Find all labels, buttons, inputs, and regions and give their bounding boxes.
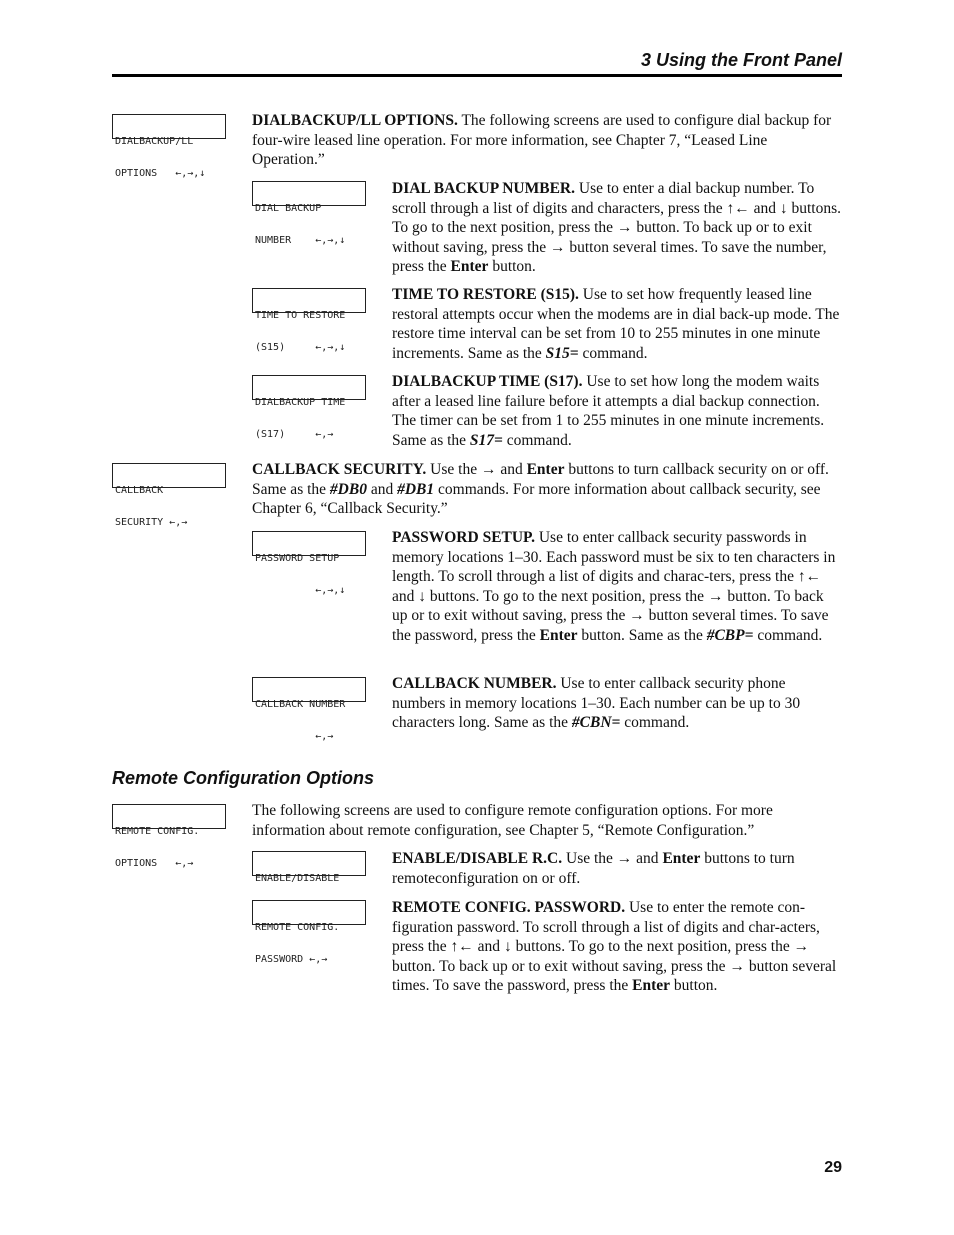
dialbackup-time-description — [392, 372, 842, 450]
item-body: button. To back up or to exit without saving, press the — [392, 957, 730, 975]
item-body: The following screens are used to configure remote configuration options. For more information about remote configuration, see Chapter 5, “Remote Configuration.” — [252, 802, 773, 839]
item-title: CALLBACK NUMBER. — [392, 675, 557, 692]
right-arrow-icon: → — [793, 938, 810, 955]
item-title: CALLBACK SECURITY. — [252, 461, 427, 478]
item-body: button several times. To save the number, press the — [392, 238, 827, 275]
item-body: buttons to turn remoteconfiguration on or off. — [392, 850, 795, 887]
item-body: command. — [620, 714, 690, 731]
enable-disable-rc-description — [392, 849, 842, 888]
item-title: ENABLE/DISABLE R.C. — [392, 850, 563, 867]
enter-key-label: Enter — [539, 626, 578, 644]
item-title: REMOTE CONFIG. PASSWORD. — [392, 899, 626, 916]
item-body: Use to enter the remote con-figuration password. To scroll through a list of digits and char-acters, press the — [392, 899, 820, 955]
item-body: Use to enter callback security passwords in memory locations 1–30. Each password must be six to ten characters in length. To scroll through a list of digits and charac-ters, press the — [392, 529, 836, 585]
enter-key-label: Enter — [526, 461, 565, 478]
lcd-time-to-restore — [252, 288, 366, 353]
command-text: #CBN= — [571, 714, 621, 731]
item-body: buttons to turn callback security on or off. Same as the — [252, 461, 829, 498]
item-body: button several times. To save the password, press the — [392, 607, 829, 644]
lcd-line: DIAL BACKUP — [255, 203, 322, 214]
section-heading: Remote Configuration Options — [112, 768, 374, 788]
right-arrow-icon: → — [616, 850, 633, 867]
lcd-callback-number — [252, 677, 366, 742]
item-body: Use to set how frequently leased line restoral attempts occur when the modems are in dial back-up mode. The restore time interval can be set from 10 to 255 minutes in one minute increments. Same as the — [392, 286, 840, 362]
lcd-line: (S15) ←,→,↓ — [255, 341, 346, 353]
item-body: and — [473, 938, 504, 955]
lcd-dialbackup-ll — [112, 114, 226, 179]
item-title: TIME TO RESTORE (S15). — [392, 286, 579, 303]
item-title: DIAL BACKUP NUMBER. — [392, 180, 576, 197]
lcd-enable-disable-rc — [252, 851, 366, 884]
lcd-line: CALLBACK NUMBER — [255, 699, 346, 710]
lcd-line: ENABLE/DISABLE — [255, 873, 340, 884]
item-body: Use the — [562, 850, 617, 867]
item-body: buttons. To go to the next position, press the — [426, 587, 708, 605]
item-body: buttons. To go to the next position, press the — [392, 199, 842, 236]
lcd-remote-config-options — [112, 804, 226, 869]
remote-config-options-description — [252, 801, 842, 840]
item-body: and — [392, 587, 419, 605]
chapter-title: 3 Using the Front Panel — [640, 50, 842, 70]
item-body: button. — [670, 977, 718, 994]
lcd-line: SECURITY ←,→ — [115, 516, 188, 528]
item-body: button several times. To save the password, press the — [392, 957, 837, 994]
callback-number-description — [392, 674, 842, 733]
dial-backup-number-description — [392, 179, 842, 277]
down-arrow-icon: ↓ — [779, 199, 788, 217]
item-body: and — [749, 199, 780, 217]
item-body: button. — [488, 258, 536, 275]
down-arrow-icon: ↓ — [503, 938, 512, 955]
enter-key-label: Enter — [632, 977, 671, 994]
item-body: and — [496, 461, 527, 478]
lcd-line: OPTIONS ←,→ — [115, 857, 194, 869]
lcd-line: NUMBER ←,→,↓ — [255, 234, 346, 246]
enter-key-label: Enter — [450, 258, 489, 275]
lcd-dialbackup-time — [252, 375, 366, 440]
up-left-arrow-icon: ↑← — [797, 568, 822, 585]
lcd-line: PASSWORD ←,→ — [255, 953, 328, 965]
time-to-restore-description — [392, 285, 842, 363]
item-body: command. — [753, 626, 823, 644]
lcd-line: REMOTE CONFIG. — [255, 922, 340, 933]
enter-key-label: Enter — [662, 850, 701, 867]
page-header — [112, 48, 842, 77]
up-left-arrow-icon: ↑← — [726, 199, 750, 217]
right-arrow-icon: → — [480, 461, 497, 478]
item-body: Use to set how long the modem waits after a leased line failure before it attempts a dial backup connection. The timer can be set from 1 to 255 minutes in one minute increments. Same as the — [392, 373, 825, 449]
lcd-line: TIME TO RESTORE — [255, 310, 346, 321]
lcd-dial-backup-number — [252, 181, 366, 246]
lcd-line: REMOTE CONFIG. — [115, 826, 200, 837]
password-setup-description — [392, 528, 842, 645]
lcd-line: (S17) ←,→ — [255, 428, 334, 440]
callback-security-description — [252, 460, 842, 519]
lcd-line: ←,→,↓ — [255, 584, 346, 596]
command-text: #CBP= — [706, 626, 754, 644]
lcd-line: ←,→ — [255, 730, 334, 742]
item-body: button. To back up or to exit without saving, press the — [392, 219, 812, 256]
item-body: and — [632, 850, 663, 867]
item-body: command. — [502, 431, 572, 449]
item-title: PASSWORD SETUP. — [392, 529, 535, 546]
item-title: DIALBACKUP/LL OPTIONS. — [252, 112, 458, 129]
lcd-line: PASSWORD SETUP — [255, 553, 340, 564]
item-body: The following screens are used to configure dial backup for four-wire leased line operation. For more information, see Chapter 7, “Leased Line Operation.” — [252, 112, 832, 168]
lcd-password-setup — [252, 531, 366, 596]
dialbackup-ll-description — [252, 111, 842, 170]
right-arrow-icon: → — [629, 607, 645, 624]
item-body: Use to enter callback security phone numbers in memory locations 1–30. Each number can be up to 30 characters long. Same as the — [392, 675, 801, 731]
right-arrow-icon: → — [550, 238, 566, 256]
lcd-remote-config-password — [252, 900, 366, 965]
command-text: #DB1 — [397, 480, 435, 498]
up-left-arrow-icon: ↑← — [450, 938, 474, 955]
lcd-line: OPTIONS ←,→,↓ — [115, 167, 206, 179]
right-arrow-icon: → — [729, 957, 745, 975]
command-text: #DB0 — [329, 480, 367, 498]
right-arrow-icon: → — [707, 587, 724, 605]
command-text: S17= — [469, 431, 503, 449]
item-body: commands. For more information about callback security, see Chapter 6, “Callback Security.” — [252, 480, 821, 517]
item-title: DIALBACKUP TIME (S17). — [392, 373, 583, 390]
item-body: Use the — [426, 461, 481, 478]
item-body: buttons. To go to the next position, press the — [511, 938, 794, 955]
item-body: command. — [578, 344, 648, 362]
item-body: Use to enter a dial backup number. To scroll through a list of digits and characters, press the — [392, 180, 815, 217]
item-body: button. Same as the — [577, 626, 707, 644]
remote-config-password-description — [392, 898, 842, 996]
lcd-callback-security — [112, 463, 226, 528]
page-number: 29 — [824, 1159, 842, 1176]
item-body: and — [366, 480, 398, 498]
down-arrow-icon: ↓ — [418, 587, 427, 605]
right-arrow-icon: → — [616, 219, 633, 236]
lcd-line: DIALBACKUP TIME — [255, 397, 346, 408]
lcd-line: DIALBACKUP/LL — [115, 136, 194, 147]
command-text: S15= — [545, 344, 579, 362]
item-body: button. To back up or to exit without saving, press the — [392, 587, 824, 624]
lcd-line: CALLBACK — [115, 485, 164, 496]
